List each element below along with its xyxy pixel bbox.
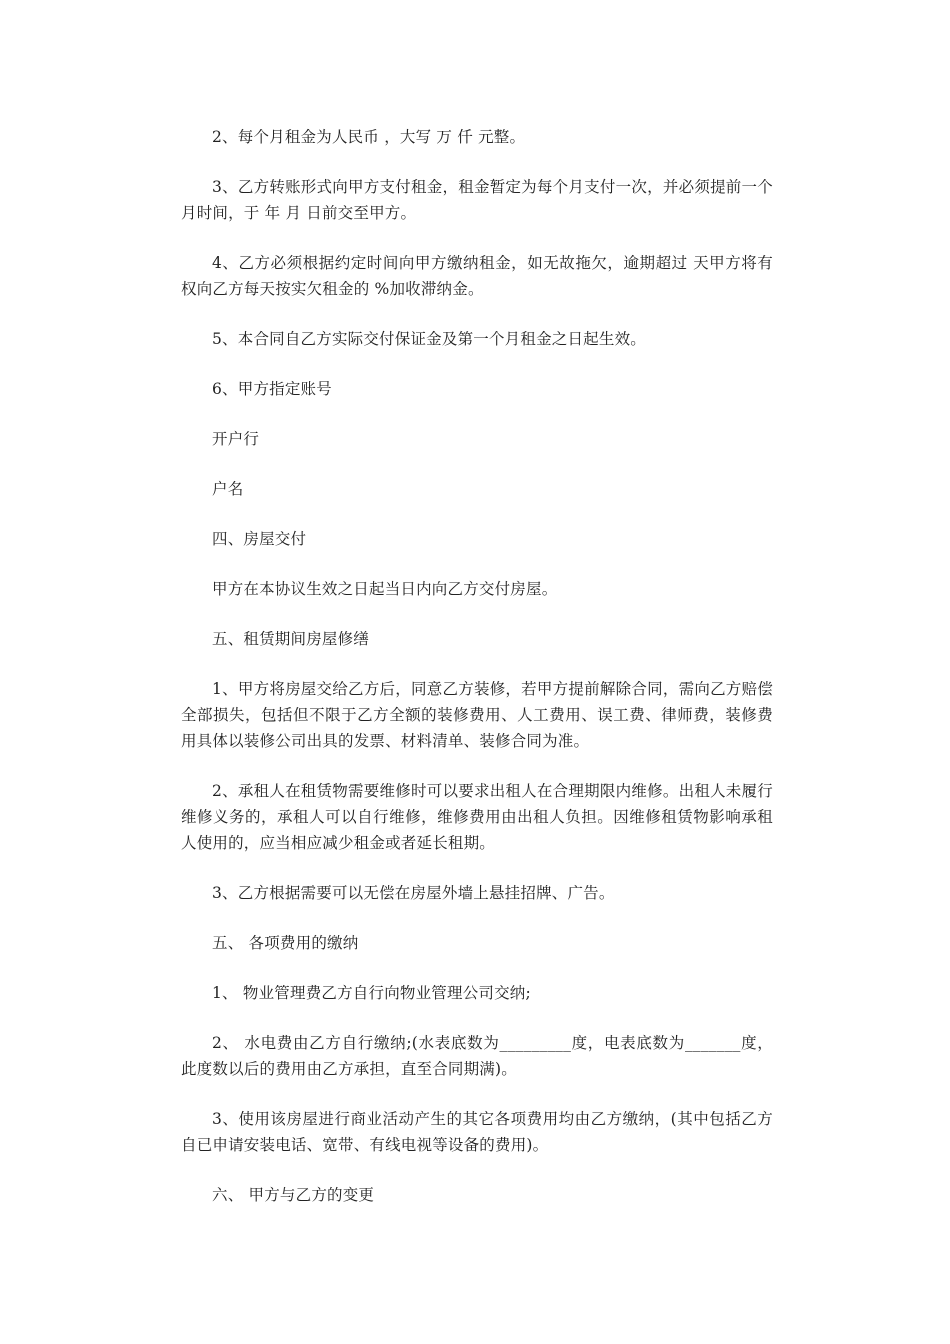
clause-handover: 甲方在本协议生效之日起当日内向乙方交付房屋。 [212, 580, 558, 598]
clause-other-fees: 3、使用该房屋进行商业活动产生的其它各项费用均由乙方缴纳，(其中包括乙方自已申请安装电话、宽带、有线电视等设备的费用)。 [181, 1110, 773, 1154]
document-body [181, 124, 773, 1232]
clause-property-fee: 1、 物业管理费乙方自行向物业管理公司交纳; [212, 984, 531, 1002]
section-heading-repairs: 五、租赁期间房屋修缮 [212, 630, 370, 648]
clause-signage: 3、乙方根据需要可以无偿在房屋外墙上悬挂招牌、广告。 [212, 884, 615, 902]
clause-effective-date: 5、本合同自乙方实际交付保证金及第一个月租金之日起生效。 [212, 330, 646, 348]
field-account-name: 户名 [212, 480, 244, 498]
clause-utilities: 2、 水电费由乙方自行缴纳;(水表底数为_________度，电表底数为_______度，此度数以后的费用由乙方承担，直至合同期满)。 [181, 1034, 773, 1078]
section-heading-changes: 六、 甲方与乙方的变更 [212, 1186, 375, 1204]
clause-late-fee: 4、乙方必须根据约定时间向甲方缴纳租金，如无故拖欠，逾期超过 天甲方将有权向乙方每天按实欠租金的 %加收滞纳金。 [181, 254, 773, 298]
section-heading-fees: 五、 各项费用的缴纳 [212, 934, 359, 952]
section-heading-handover: 四、房屋交付 [212, 530, 307, 548]
field-bank: 开户行 [212, 430, 260, 448]
clause-renovation: 1、甲方将房屋交给乙方后，同意乙方装修，若甲方提前解除合同，需向乙方赔偿全部损失，包括但不限于乙方全额的装修费用、人工费用、误工费、律师费，装修费用具体以装修公司出具的发票、材料清单、装修合同为准。 [181, 680, 773, 750]
clause-rent-payment: 3、乙方转账形式向甲方支付租金，租金暂定为每个月支付一次，并必须提前一个月时间，于 年 月 日前交至甲方。 [181, 178, 773, 222]
clause-designated-account: 6、甲方指定账号 [212, 380, 332, 398]
clause-maintenance: 2、承租人在租赁物需要维修时可以要求出租人在合理期限内维修。出租人未履行维修义务的，承租人可以自行维修，维修费用由出租人负担。因维修租赁物影响承租人使用的，应当相应减少租金或者延长租期。 [181, 782, 773, 852]
clause-rent-amount: 2、每个月租金为人民币 ，大写 万 仟 元整。 [212, 128, 526, 146]
